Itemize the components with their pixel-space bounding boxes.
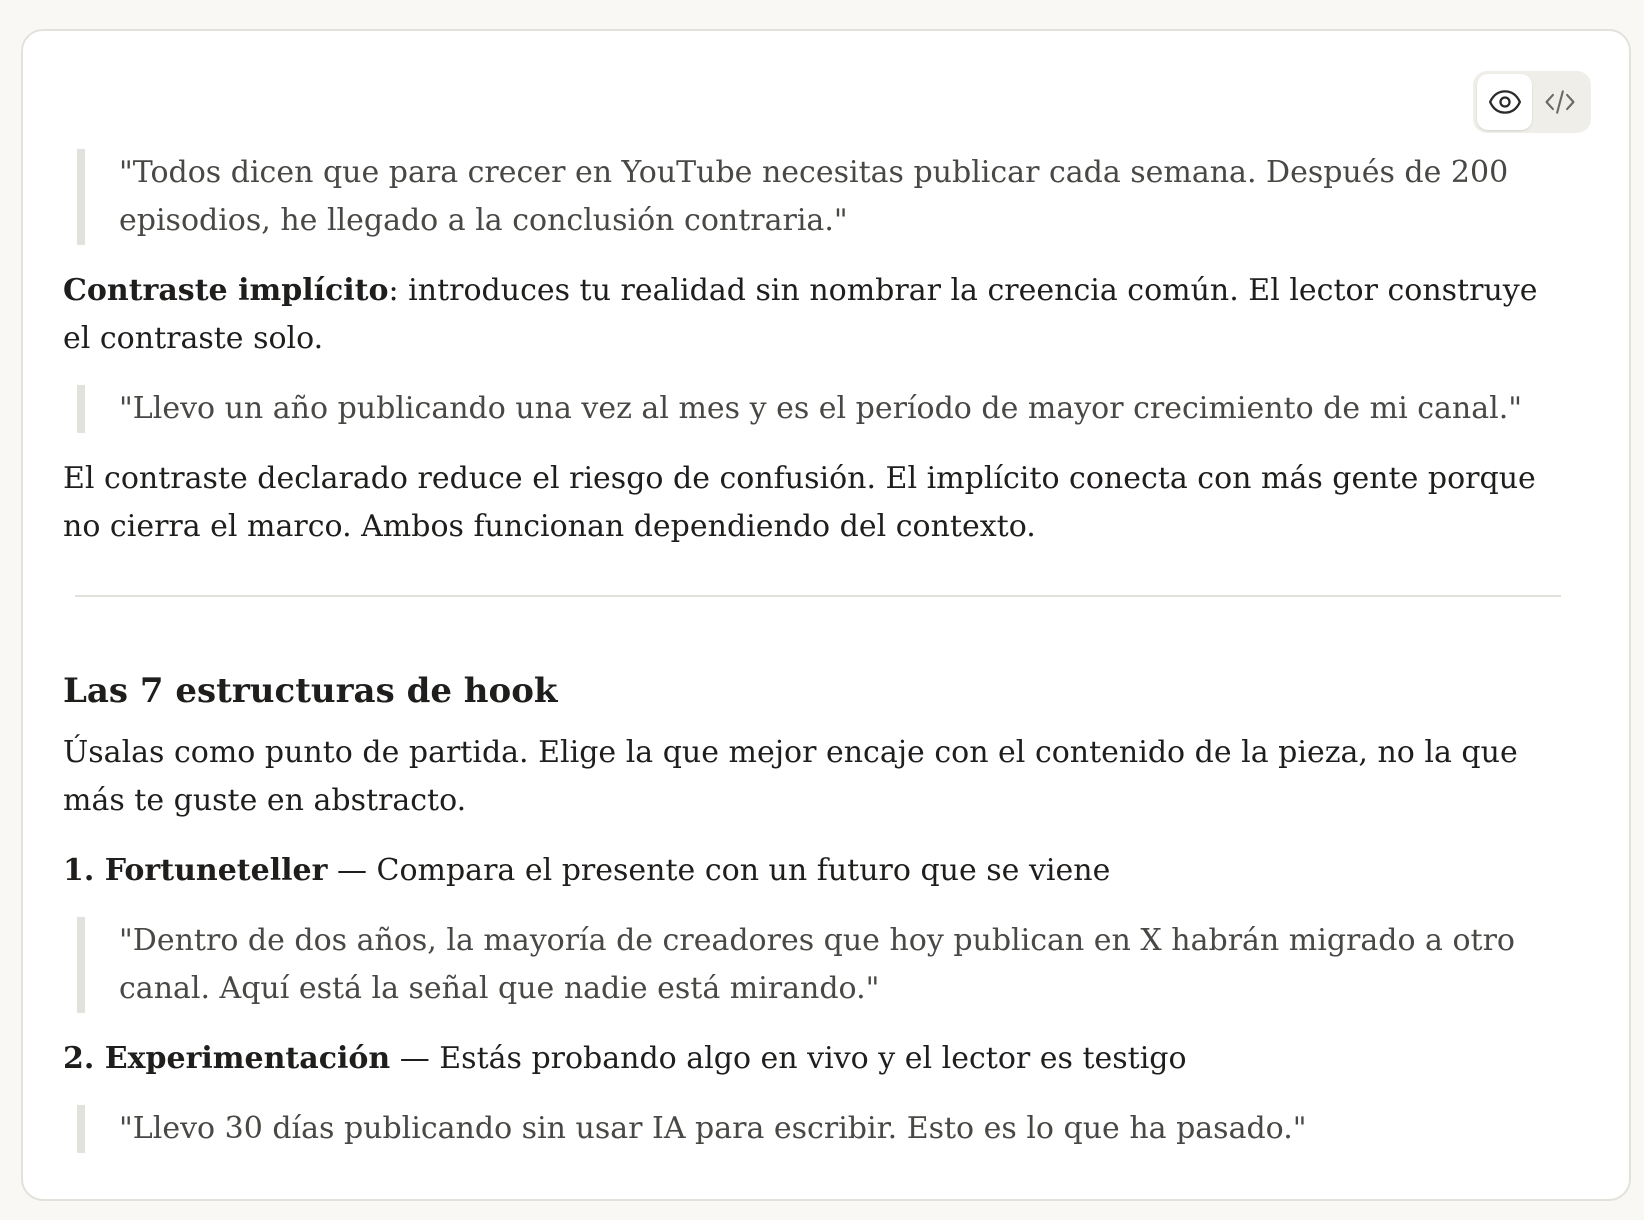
blockquote xyxy=(77,385,1573,433)
item-title: 1. Fortuneteller xyxy=(63,853,328,888)
document-content xyxy=(63,149,1573,1189)
paragraph-text: : introduces tu realidad sin nombrar la creencia común. El lector construye el contraste solo. xyxy=(63,273,1538,356)
quote-text: "Llevo un año publicando una vez al mes y es el período de mayor crecimiento de mi canal." xyxy=(119,391,1523,426)
item-title: 2. Experimentación xyxy=(63,1041,391,1076)
view-toggle xyxy=(1473,71,1591,133)
bold-term: Contraste implícito xyxy=(63,273,389,308)
quote-text: "Llevo 30 días publicando sin usar IA para escribir. Esto es lo que ha pasado." xyxy=(119,1111,1307,1146)
code-button[interactable] xyxy=(1532,74,1587,130)
paragraph-text: El contraste declarado reduce el riesgo de confusión. El implícito conecta con más gente porque no cierra el marco. Ambos funcionan dependiendo del contexto. xyxy=(63,461,1536,544)
list-item xyxy=(63,1035,1573,1083)
code-icon xyxy=(1543,85,1577,119)
eye-icon xyxy=(1488,85,1522,119)
blockquote xyxy=(77,149,1573,245)
paragraph xyxy=(63,455,1573,551)
blockquote xyxy=(77,1105,1573,1153)
horizontal-rule xyxy=(75,595,1561,597)
section-heading: Las 7 estructuras de hook xyxy=(63,671,558,711)
item-description: — Estás probando algo en vivo y el lector es testigo xyxy=(390,1041,1187,1076)
paragraph xyxy=(63,267,1573,363)
quote-text: "Todos dicen que para crecer en YouTube necesitas publicar cada semana. Después de 200 episodios, he llegado a la conclusión contraria." xyxy=(119,155,1509,238)
preview-button[interactable] xyxy=(1477,74,1532,130)
artifact-panel xyxy=(21,29,1631,1201)
paragraph xyxy=(63,729,1573,825)
list-item xyxy=(63,847,1573,895)
blockquote xyxy=(77,917,1573,1013)
quote-text: "Dentro de dos años, la mayoría de creadores que hoy publican en X habrán migrado a otro canal. Aquí está la señal que nadie está mirando." xyxy=(119,923,1515,1006)
item-description: — Compara el presente con un futuro que se viene xyxy=(327,853,1111,888)
paragraph-text: Úsalas como punto de partida. Elige la que mejor encaje con el contenido de la pieza, no la que más te guste en abstracto. xyxy=(63,735,1518,818)
